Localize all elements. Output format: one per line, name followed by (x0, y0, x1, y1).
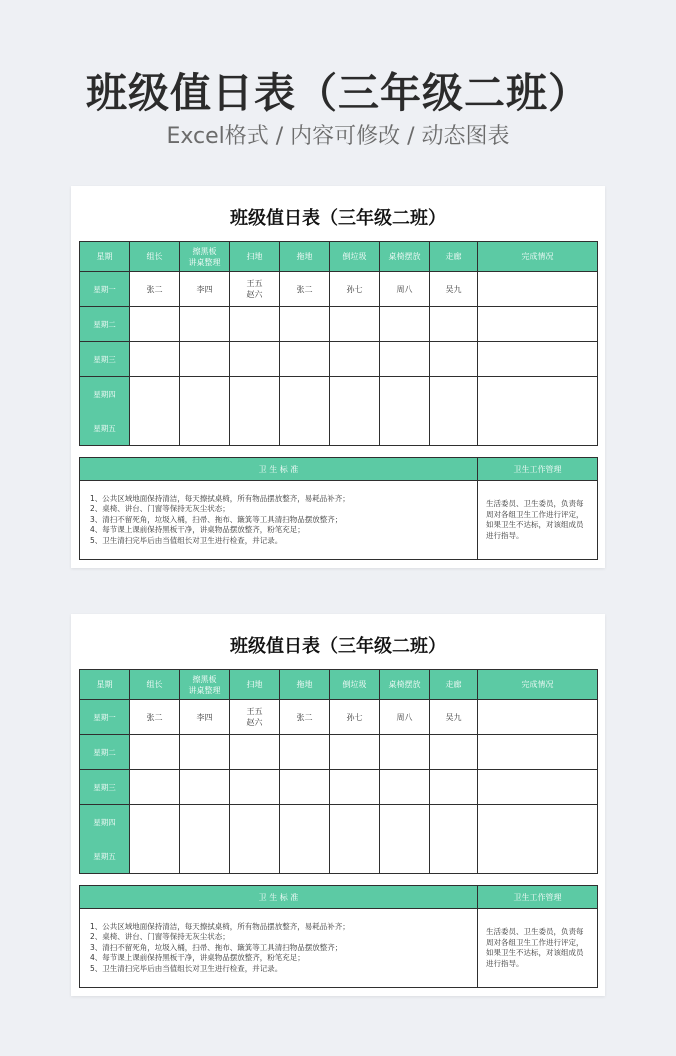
table-row (80, 272, 598, 307)
header-cell: 完成情况 (478, 242, 598, 272)
table-cell[interactable] (330, 805, 380, 840)
table-cell[interactable] (230, 770, 280, 805)
table-cell[interactable] (430, 735, 478, 770)
table-cell[interactable] (380, 770, 430, 805)
hero-title: 班级值日表（三年级二班） (86, 69, 590, 117)
table-cell[interactable] (430, 342, 478, 377)
rules-list (80, 481, 478, 560)
mgmt-header: 卫生工作管理 (478, 886, 598, 909)
table-cell[interactable] (330, 342, 380, 377)
rules-header: 卫 生 标 准 (80, 886, 478, 909)
table-cell[interactable] (130, 377, 180, 412)
header-row (80, 242, 598, 272)
table-row (80, 839, 598, 874)
header-cell: 完成情况 (478, 670, 598, 700)
rule-item: 2、桌椅、讲台、门窗等保持无灰尘状态； (90, 504, 230, 514)
table-row (80, 307, 598, 342)
table-cell[interactable] (280, 342, 330, 377)
table-cell[interactable]: 吴九 (430, 272, 478, 307)
table-cell[interactable]: 孙七 (330, 272, 380, 307)
table-row (80, 377, 598, 412)
day-cell: 星期五 (80, 411, 130, 446)
table-cell[interactable] (230, 805, 280, 840)
table-cell[interactable] (430, 839, 478, 874)
table-cell[interactable] (478, 839, 598, 874)
table-row (80, 700, 598, 735)
table-cell[interactable]: 张二 (130, 272, 180, 307)
header-cell: 星期 (80, 670, 130, 700)
table-cell[interactable]: 周八 (380, 272, 430, 307)
table-cell[interactable] (130, 342, 180, 377)
table-cell[interactable] (230, 377, 280, 412)
mgmt-text: 生活委员、卫生委员，负责每周对各组卫生工作进行评定，如果卫生不达标，对该组成员进行指导。 (478, 481, 598, 560)
table-cell[interactable] (430, 411, 478, 446)
table-cell[interactable] (380, 377, 430, 412)
header-cell: 拖地 (280, 670, 330, 700)
table-cell[interactable] (380, 411, 430, 446)
table-cell[interactable] (478, 342, 598, 377)
sheet-preview-2 (71, 614, 605, 996)
table-cell[interactable] (280, 805, 330, 840)
day-cell: 星期二 (80, 307, 130, 342)
mgmt-header: 卫生工作管理 (478, 458, 598, 481)
header-cell: 倒垃圾 (330, 670, 380, 700)
table-cell[interactable] (280, 770, 330, 805)
table-row (80, 805, 598, 840)
table-cell[interactable] (330, 307, 380, 342)
rule-item: 4、每节课上课前保持黑板干净，讲桌物品摆放整齐，粉笔充足； (90, 953, 305, 963)
table-cell[interactable] (230, 411, 280, 446)
header-cell: 擦黑板 讲桌整理 (180, 670, 230, 700)
table-cell[interactable] (380, 839, 430, 874)
table-cell[interactable]: 张二 (130, 700, 180, 735)
sheet-title: 班级值日表（三年级二班） (230, 636, 446, 657)
rule-item: 5、卫生清扫完毕后由当值组长对卫生进行检查，并记录。 (90, 963, 283, 973)
header-cell: 桌椅摆放 (380, 670, 430, 700)
table-cell[interactable]: 李四 (180, 272, 230, 307)
rule-item: 3、清扫不留死角，垃圾入桶，扫帚、拖布、簸箕等工具清扫物品摆放整齐； (90, 514, 343, 524)
table-cell[interactable] (180, 377, 230, 412)
header-cell: 走廊 (430, 670, 478, 700)
table-cell[interactable] (330, 839, 380, 874)
table-cell[interactable] (230, 342, 280, 377)
day-cell: 星期三 (80, 770, 130, 805)
table-cell[interactable] (430, 307, 478, 342)
mgmt-text: 生活委员、卫生委员，负责每周对各组卫生工作进行评定，如果卫生不达标，对该组成员进行指导。 (478, 909, 598, 988)
table-cell[interactable] (130, 805, 180, 840)
table-cell[interactable] (130, 411, 180, 446)
header-cell: 走廊 (430, 242, 478, 272)
rules-list (80, 909, 478, 988)
rule-item: 4、每节课上课前保持黑板干净，讲桌物品摆放整齐，粉笔充足； (90, 525, 305, 535)
duty-table (79, 241, 598, 446)
table-cell[interactable] (180, 805, 230, 840)
table-cell[interactable] (130, 839, 180, 874)
table-row (80, 735, 598, 770)
table-cell[interactable] (180, 770, 230, 805)
table-cell[interactable] (478, 770, 598, 805)
table-cell[interactable] (280, 839, 330, 874)
day-cell: 星期四 (80, 377, 130, 412)
table-cell[interactable] (380, 342, 430, 377)
header-cell: 扫地 (230, 242, 280, 272)
hero-subtitle: Excel格式 / 内容可修改 / 动态图表 (166, 124, 510, 149)
rule-item: 5、卫生清扫完毕后由当值组长对卫生进行检查，并记录。 (90, 535, 283, 545)
header-cell: 组长 (130, 242, 180, 272)
header-cell: 倒垃圾 (330, 242, 380, 272)
day-cell: 星期二 (80, 735, 130, 770)
table-cell[interactable] (330, 735, 380, 770)
rule-item: 2、桌椅、讲台、门窗等保持无灰尘状态； (90, 932, 230, 942)
header-cell: 桌椅摆放 (380, 242, 430, 272)
table-row (80, 770, 598, 805)
day-cell: 星期一 (80, 700, 130, 735)
rules-header: 卫 生 标 准 (80, 458, 478, 481)
table-cell[interactable] (130, 735, 180, 770)
header-cell: 星期 (80, 242, 130, 272)
sheet-title: 班级值日表（三年级二班） (230, 208, 446, 229)
table-cell[interactable] (430, 805, 478, 840)
table-cell[interactable]: 周八 (380, 700, 430, 735)
rule-item: 3、清扫不留死角，垃圾入桶，扫帚、拖布、簸箕等工具清扫物品摆放整齐； (90, 942, 343, 952)
header-row (80, 670, 598, 700)
table-cell[interactable] (430, 770, 478, 805)
rules-table (79, 885, 598, 988)
table-cell[interactable] (478, 700, 598, 735)
table-cell[interactable]: 张二 (280, 700, 330, 735)
table-cell[interactable]: 吴九 (430, 700, 478, 735)
table-cell[interactable]: 张二 (280, 272, 330, 307)
table-cell[interactable] (230, 735, 280, 770)
table-cell[interactable]: 李四 (180, 700, 230, 735)
day-cell: 星期三 (80, 342, 130, 377)
table-cell[interactable] (230, 307, 280, 342)
table-cell[interactable] (478, 377, 598, 412)
table-cell[interactable] (180, 735, 230, 770)
table-row (80, 411, 598, 446)
table-cell[interactable]: 王五 赵六 (230, 700, 280, 735)
table-cell[interactable] (280, 411, 330, 446)
table-cell[interactable] (380, 735, 430, 770)
day-cell: 星期四 (80, 805, 130, 840)
table-cell[interactable] (130, 307, 180, 342)
header-cell: 组长 (130, 670, 180, 700)
table-cell[interactable] (180, 839, 230, 874)
table-cell[interactable] (280, 307, 330, 342)
rule-item: 1、公共区域地面保持清洁，每天擦拭桌椅，所有物品摆放整齐，易耗品补齐； (90, 921, 350, 931)
header-cell: 扫地 (230, 670, 280, 700)
table-cell[interactable]: 王五 赵六 (230, 272, 280, 307)
day-cell: 星期一 (80, 272, 130, 307)
table-cell[interactable] (280, 377, 330, 412)
rules-table (79, 457, 598, 560)
table-cell[interactable] (180, 307, 230, 342)
table-cell[interactable] (380, 805, 430, 840)
table-cell[interactable] (330, 377, 380, 412)
header-cell: 拖地 (280, 242, 330, 272)
header-cell: 擦黑板 讲桌整理 (180, 242, 230, 272)
table-cell[interactable] (130, 770, 180, 805)
table-cell[interactable] (380, 307, 430, 342)
table-cell[interactable]: 孙七 (330, 700, 380, 735)
table-cell[interactable] (330, 411, 380, 446)
table-row (80, 342, 598, 377)
table-cell[interactable] (330, 770, 380, 805)
duty-table (79, 669, 598, 874)
sheet-preview-1 (71, 186, 605, 568)
table-cell[interactable] (478, 411, 598, 446)
table-cell[interactable] (230, 839, 280, 874)
table-cell[interactable] (430, 377, 478, 412)
table-cell[interactable] (280, 735, 330, 770)
table-cell[interactable] (478, 735, 598, 770)
day-cell: 星期五 (80, 839, 130, 874)
rule-item: 1、公共区域地面保持清洁，每天擦拭桌椅，所有物品摆放整齐，易耗品补齐； (90, 493, 350, 503)
table-cell[interactable] (180, 342, 230, 377)
table-cell[interactable] (478, 805, 598, 840)
table-cell[interactable] (478, 272, 598, 307)
table-cell[interactable] (478, 307, 598, 342)
table-cell[interactable] (180, 411, 230, 446)
